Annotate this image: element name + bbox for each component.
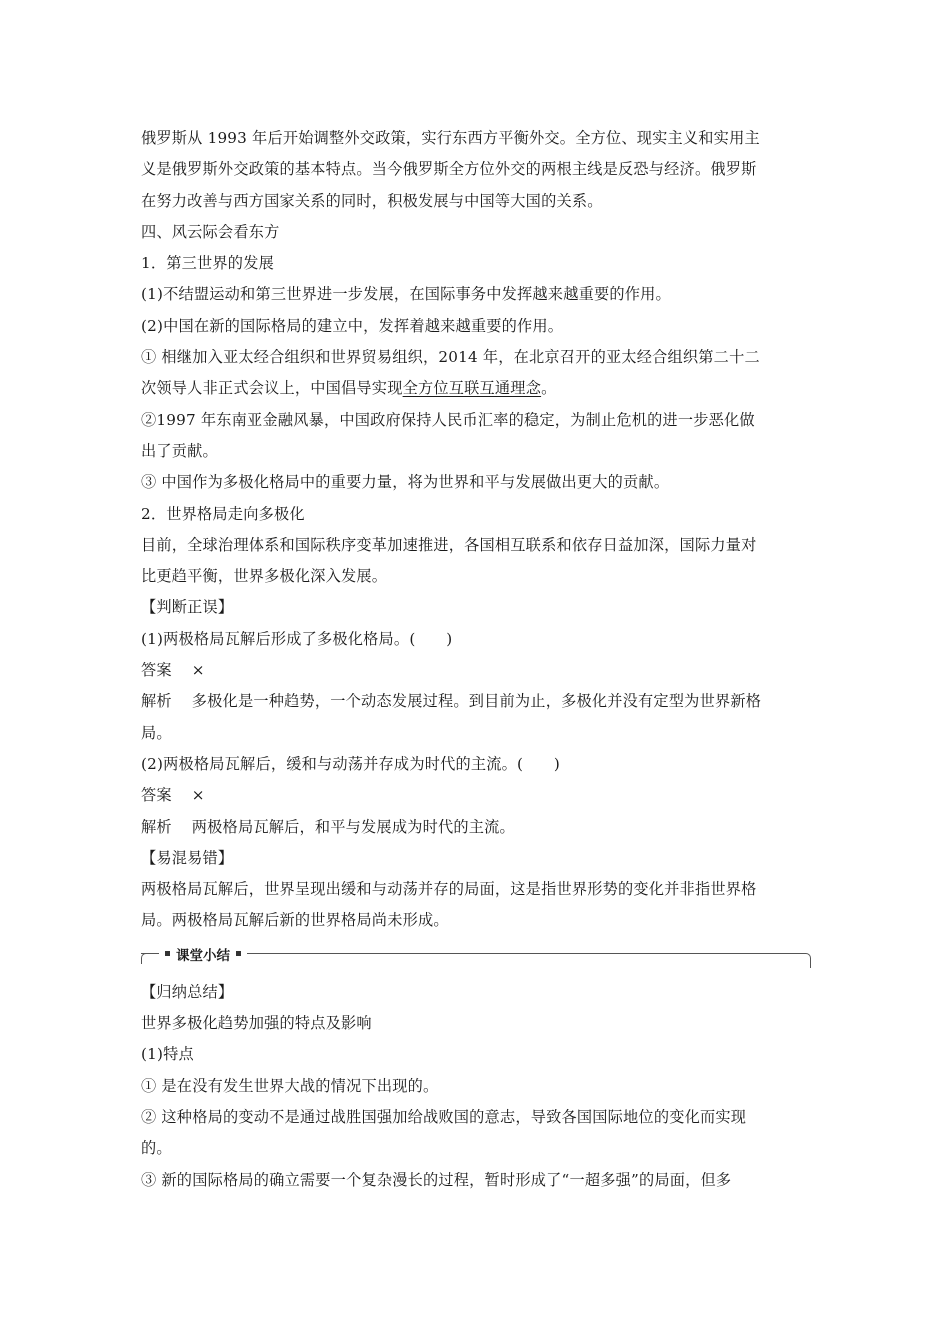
banner-label: 课堂小结	[159, 944, 247, 964]
analysis-1: 解析 多极化是一种趋势，一个动态发展过程。到目前为止，多极化并没有定型为世界新格	[141, 692, 762, 711]
answer-2: 答案 ×	[141, 786, 205, 805]
paragraph-line: 的。	[141, 1139, 172, 1158]
paragraph-line: ① 是在没有发生世界大战的情况下出现的。	[141, 1076, 439, 1095]
paragraph-line: ③ 新的国际格局的确立需要一个复杂漫长的过程，暂时形成了“一超多强”的局面，但多	[141, 1170, 732, 1189]
question-2: (2)两极格局瓦解后，缓和与动荡并存成为时代的主流。( )	[141, 754, 561, 773]
document-page	[141, 123, 811, 1196]
square-bullet-icon	[236, 951, 241, 956]
summary-heading: 【归纳总结】	[141, 982, 234, 1001]
judge-heading: 【判断正误】	[141, 598, 234, 617]
paragraph-line: (1)特点	[141, 1045, 194, 1064]
paragraph-line: 局。两极格局瓦解后新的世界格局尚未形成。	[141, 911, 449, 930]
paragraph-line: 在努力改善与西方国家关系的同时，积极发展与中国等大国的关系。	[141, 191, 603, 210]
section-heading: 四、风云际会看东方	[141, 222, 280, 241]
paragraph-line: ① 相继加入亚太经合组织和世界贸易组织，2014 年，在北京召开的亚太经合组织第二十二	[141, 348, 760, 367]
square-bullet-icon	[165, 951, 170, 956]
paragraph-line: (2)中国在新的国际格局的建立中，发挥着越来越重要的作用。	[141, 316, 564, 335]
paragraph-line: 两极格局瓦解后，世界呈现出缓和与动荡并存的局面，这是指世界形势的变化并非指世界格	[141, 880, 757, 899]
paragraph-line: ② 这种格局的变动不是通过战胜国强加给战败国的意志，导致各国国际地位的变化而实现	[141, 1107, 747, 1126]
paragraph-line: 比更趋平衡，世界多极化深入发展。	[141, 567, 388, 586]
paragraph-line: 义是俄罗斯外交政策的基本特点。当今俄罗斯全方位外交的两根主线是反恐与经济。俄罗斯	[141, 160, 757, 179]
subsection-heading: 2．世界格局走向多极化	[141, 504, 305, 523]
paragraph-line: 目前，全球治理体系和国际秩序变革加速推进，各国相互联系和依存日益加深，国际力量对	[141, 535, 757, 554]
paragraph-line: ②1997 年东南亚金融风暴，中国政府保持人民币汇率的稳定，为制止危机的进一步恶化做	[141, 410, 755, 429]
subsection-heading: 1．第三世界的发展	[141, 254, 274, 273]
banner-frame-left	[141, 953, 148, 964]
question-1: (1)两极格局瓦解后形成了多极化格局。( )	[141, 629, 453, 648]
underlined-term: 全方位互联互通理念	[402, 379, 542, 398]
paragraph-line: 世界多极化趋势加强的特点及影响	[141, 1014, 372, 1033]
analysis-1-cont: 局。	[141, 723, 172, 742]
paragraph-line: (1)不结盟运动和第三世界进一步发展，在国际事务中发挥越来越重要的作用。	[141, 285, 671, 304]
paragraph-line: 俄罗斯从 1993 年后开始调整外交政策，实行东西方平衡外交。全方位、现实主义和实用主	[141, 129, 760, 147]
confusion-heading: 【易混易错】	[141, 848, 234, 867]
answer-1: 答案 ×	[141, 661, 205, 680]
class-summary-banner	[141, 943, 811, 977]
analysis-2: 解析 两极格局瓦解后，和平与发展成为时代的主流。	[141, 817, 515, 836]
paragraph-line: ③ 中国作为多极化格局中的重要力量，将为世界和平与发展做出更大的贡献。	[141, 473, 670, 492]
paragraph-line-underlined: 次领导人非正式会议上，中国倡导实现全方位互联互通理念。	[141, 379, 557, 398]
paragraph-line: 出了贡献。	[141, 441, 218, 460]
